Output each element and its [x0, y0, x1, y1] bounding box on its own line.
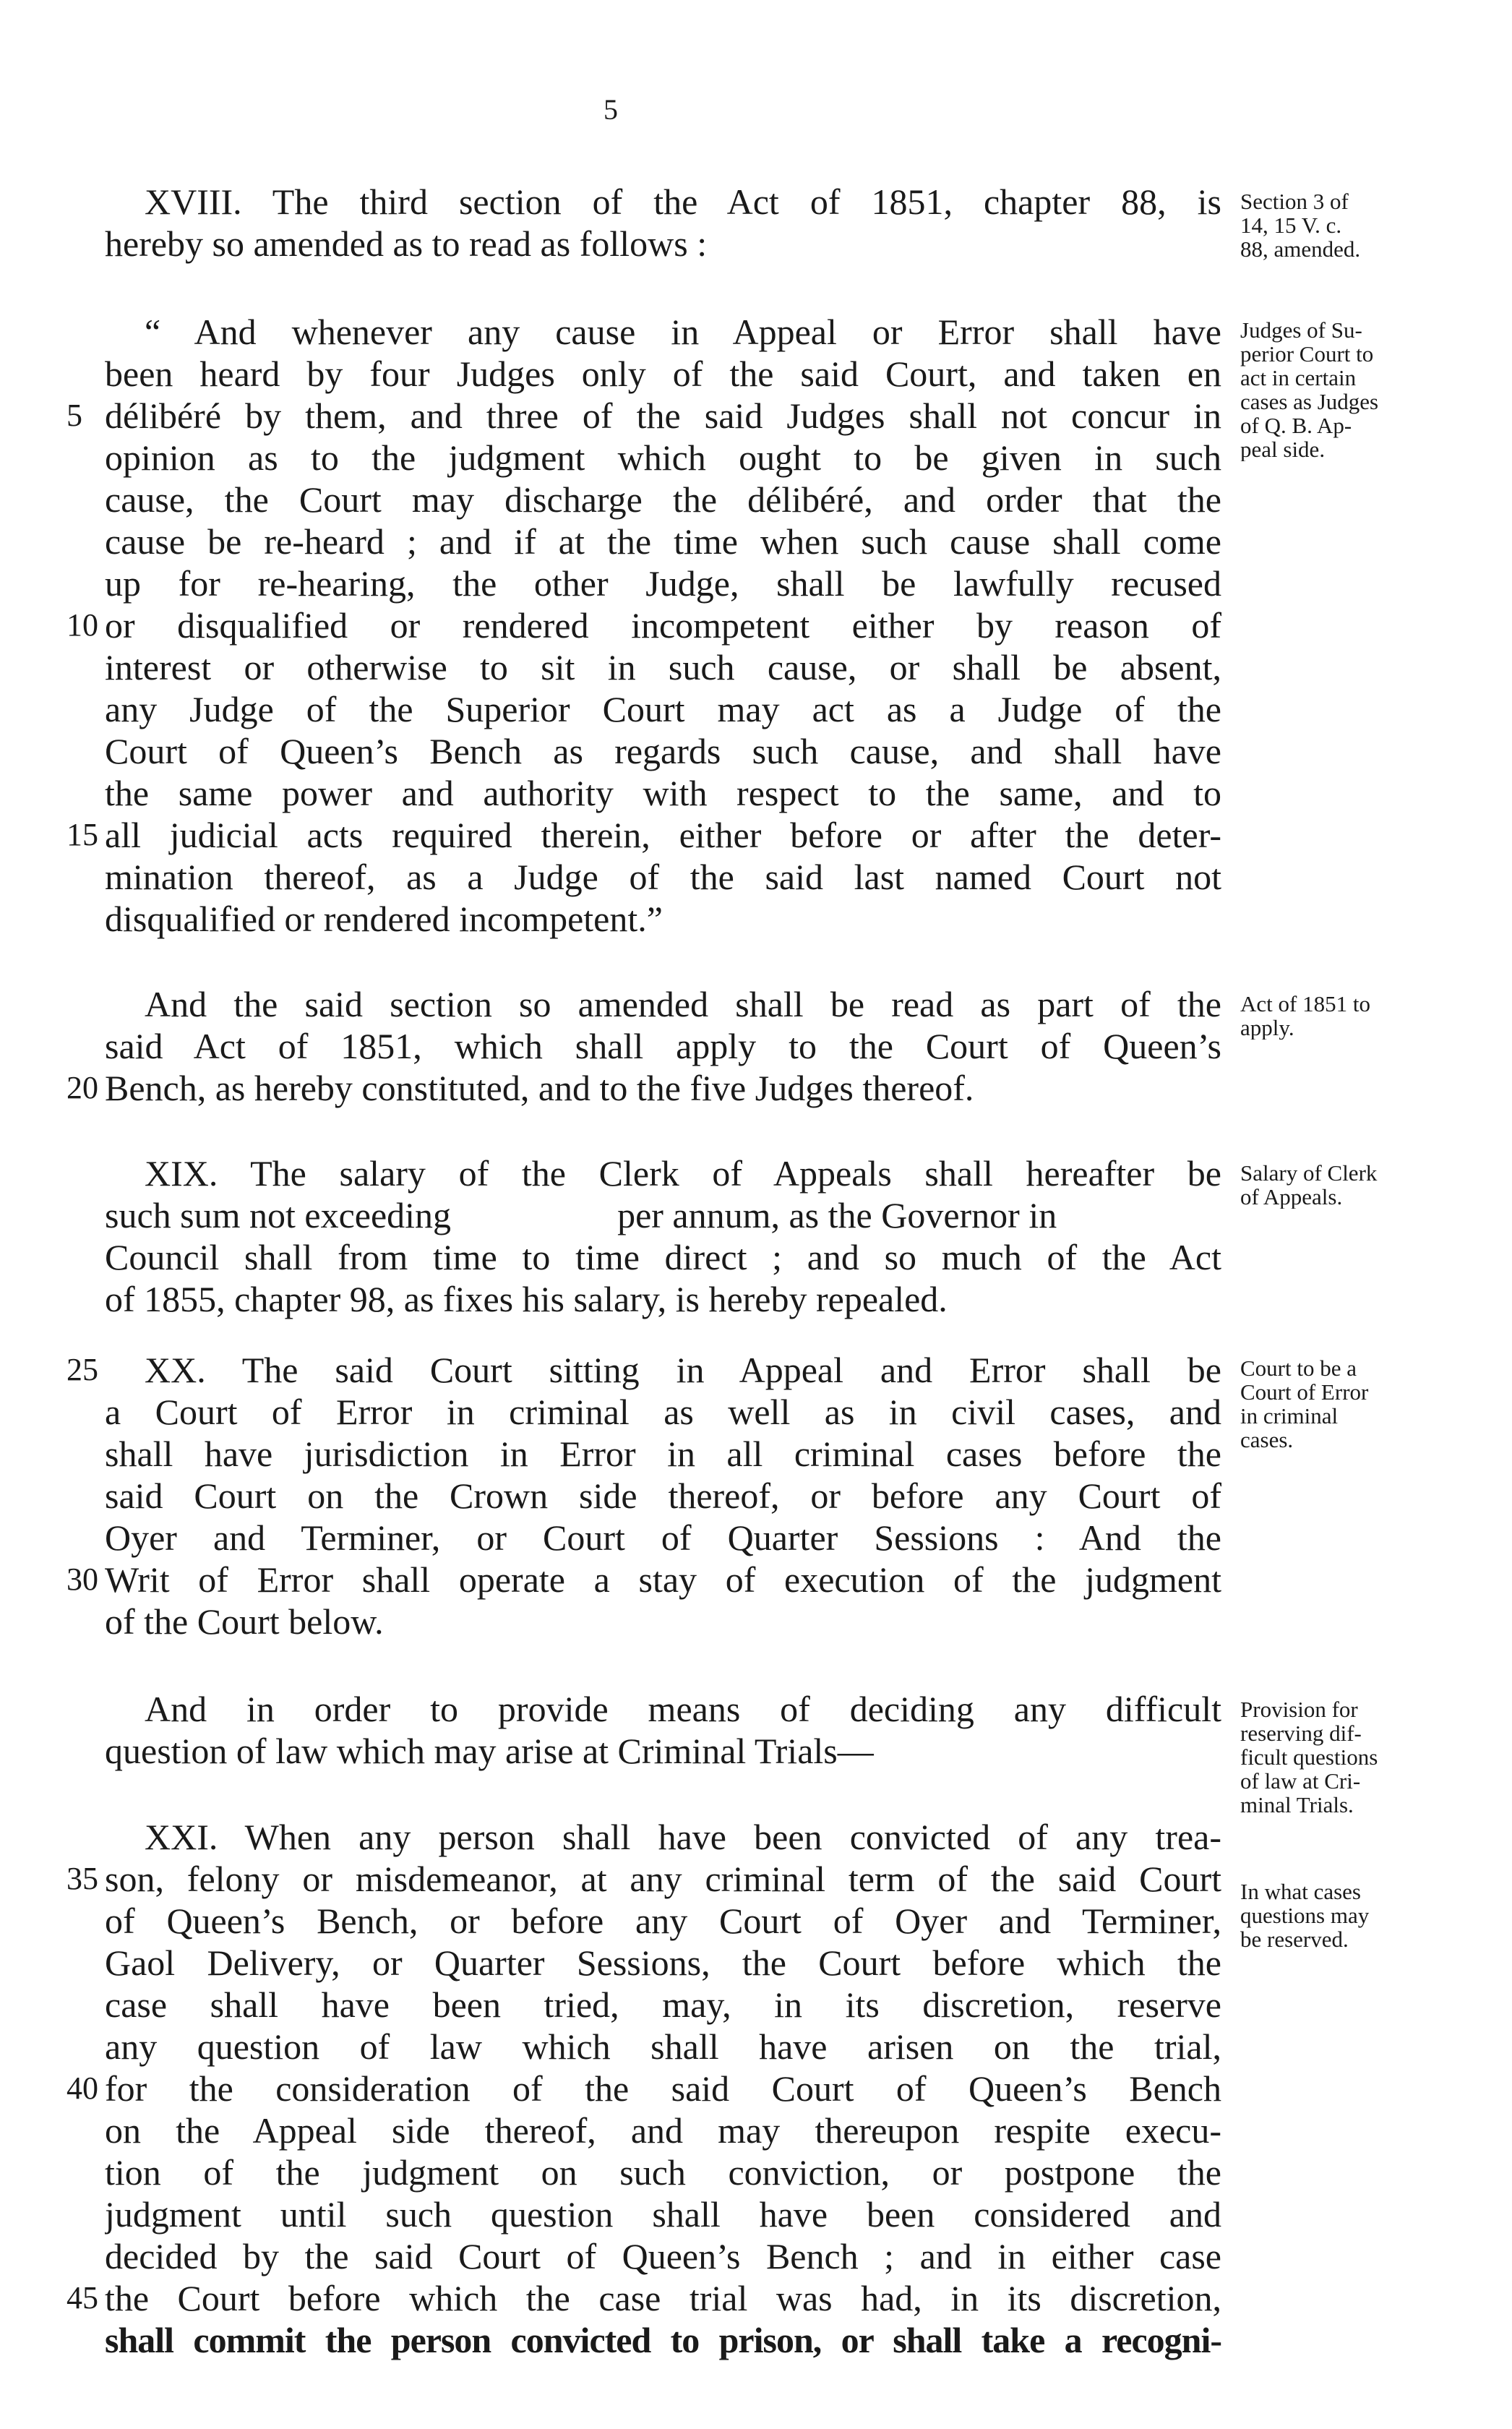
margin-note-line: In what cases — [1240, 1880, 1361, 1904]
text-line: shall have jurisdiction in Error in all criminal cases before the — [105, 1434, 1221, 1474]
text-line: disqualified or rendered incompetent.” — [105, 899, 663, 939]
text-line: decided by the said Court of Queen’s Bench ; and in either case — [105, 2236, 1221, 2276]
margin-note-line: Act of 1851 to — [1240, 992, 1370, 1016]
margin-note-line: Salary of Clerk — [1240, 1161, 1378, 1186]
margin-note-line: ficult questions — [1240, 1744, 1378, 1770]
text-line: Writ of Error shall operate a stay of execution of the judgment — [105, 1559, 1221, 1600]
margin-note-judges — [1240, 318, 1457, 461]
text-line: the same power and authority with respect to the same, and to — [105, 773, 1221, 813]
margin-note-provision — [1240, 1697, 1457, 1817]
text-line: interest or otherwise to sit in such cause, or shall be absent, — [105, 647, 1221, 687]
text-line: hereby so amended as to read as follows : — [105, 223, 708, 264]
line-number: 5 — [66, 398, 82, 433]
line-number: 15 — [66, 817, 98, 852]
text-line: or disqualified or rendered incompetent either by reason of — [105, 605, 1221, 646]
text-line: of the Court below. — [105, 1601, 384, 1642]
text-line: the Court before which the case trial was had, in its discretion, — [105, 2278, 1221, 2318]
text-line: XX. The said Court sitting in Appeal and Error shall be — [145, 1350, 1221, 1390]
text-line: said Act of 1851, which shall apply to the Court of Queen’s — [105, 1026, 1221, 1066]
text-line: cause, the Court may discharge the délibéré, and order that the — [105, 479, 1221, 520]
margin-note-line: cases. — [1240, 1427, 1294, 1452]
margin-note-line: 88, amended. — [1240, 236, 1361, 261]
text-line: for the consideration of the said Court of Queen’s Bench — [105, 2068, 1221, 2109]
text-line: And the said section so amended shall be read as part of the — [145, 984, 1221, 1024]
margin-note-line: reserving dif- — [1240, 1721, 1362, 1746]
margin-note-line: of Q. B. Ap- — [1240, 413, 1352, 438]
text-line: délibéré by them, and three of the said Judges shall not concur in — [105, 395, 1221, 436]
text-line: cause be re-heard ; and if at the time when such cause shall come — [105, 521, 1221, 562]
page-number: 5 — [603, 93, 618, 126]
text-line: XIX. The salary of the Clerk of Appeals shall hereafter be — [145, 1153, 1221, 1194]
line-number: 10 — [66, 607, 98, 643]
margin-note-line: minal Trials. — [1240, 1792, 1354, 1817]
text-line: of Queen’s Bench, or before any Court of Oyer and Terminer, — [105, 1901, 1221, 1941]
text-line: son, felony or misdemeanor, at any criminal term of the said Court — [105, 1859, 1221, 1899]
text-line: Court of Queen’s Bench as regards such cause, and shall have — [105, 731, 1221, 771]
text-line: question of law which may arise at Criminal Trials— — [105, 1731, 874, 1771]
text-line: up for re-hearing, the other Judge, shall be lawfully recused — [105, 563, 1221, 604]
text-line: And in order to provide means of deciding any difficult — [145, 1689, 1221, 1729]
margin-note-line: of Appeals. — [1240, 1184, 1343, 1209]
text-line: XVIII. The third section of the Act of 1851, chapter 88, is — [145, 181, 1221, 222]
margin-note-line: act in certain — [1240, 365, 1357, 390]
margin-note-salary — [1240, 1161, 1457, 1209]
text-line: “ And whenever any cause in Appeal or Error shall have — [145, 312, 1221, 352]
text-line: Gaol Delivery, or Quarter Sessions, the Court before which the — [105, 1942, 1221, 1983]
margin-note-line: 14, 15 V. c. — [1240, 213, 1342, 238]
margin-note-line: questions may — [1240, 1903, 1370, 1928]
text-line: a Court of Error in criminal as well as in civil cases, and — [105, 1392, 1221, 1432]
margin-note-line: cases as Judges — [1240, 389, 1379, 414]
margin-note-act-1851 — [1240, 992, 1457, 1040]
text-line: shall commit the person convicted to prison, or shall take a recogni- — [105, 2320, 1221, 2360]
text-line — [105, 1194, 1221, 1236]
text-line: XXI. When any person shall have been convicted of any trea- — [145, 1817, 1221, 1857]
margin-note-section-3 — [1240, 189, 1457, 261]
text-line: said Court on the Crown side thereof, or before any Court of — [105, 1475, 1221, 1516]
line-number: 25 — [66, 1352, 98, 1387]
text-fragment: per annum, as the Governor in — [617, 1195, 1057, 1235]
text-line: Oyer and Terminer, or Court of Quarter Sessions : And the — [105, 1517, 1221, 1558]
margin-note-line: Court to be a — [1240, 1356, 1357, 1381]
margin-note-line: be reserved. — [1240, 1927, 1349, 1951]
margin-note-line: Section 3 of — [1240, 189, 1349, 214]
text-line: tion of the judgment on such conviction, or postpone the — [105, 2152, 1221, 2193]
text-line: Bench, as hereby constituted, and to the five Judges thereof. — [105, 1068, 974, 1108]
line-number: 40 — [66, 2070, 98, 2106]
line-number: 20 — [66, 1070, 98, 1105]
text-line: judgment until such question shall have been considered and — [105, 2194, 1221, 2235]
margin-note-line: Judges of Su- — [1240, 318, 1362, 343]
text-line: on the Appeal side thereof, and may thereupon respite execu- — [105, 2110, 1221, 2151]
line-number: 35 — [66, 1861, 98, 1896]
text-line: mination thereof, as a Judge of the said last named Court not — [105, 857, 1221, 897]
text-line: of 1855, chapter 98, as fixes his salary, is hereby repealed. — [105, 1279, 948, 1319]
text-line: case shall have been tried, may, in its discretion, reserve — [105, 1984, 1221, 2025]
line-number: 30 — [66, 1562, 98, 1597]
text-line: Council shall from time to time direct ; and so much of the Act — [105, 1237, 1221, 1277]
margin-note-line: of law at Cri- — [1240, 1768, 1361, 1794]
margin-note-line: in criminal — [1240, 1403, 1339, 1428]
text-line: opinion as to the judgment which ought to be given in such — [105, 437, 1221, 478]
text-line: any question of law which shall have arisen on the trial, — [105, 2026, 1221, 2067]
text-line: any Judge of the Superior Court may act as a Judge of the — [105, 689, 1221, 729]
margin-note-line: perior Court to — [1240, 341, 1374, 367]
margin-note-line: peal side. — [1240, 437, 1326, 461]
margin-note-line: Provision for — [1240, 1697, 1358, 1722]
line-number: 45 — [66, 2280, 98, 2316]
text-line: been heard by four Judges only of the said Court, and taken en — [105, 354, 1221, 394]
text-line: all judicial acts required therein, either before or after the deter- — [105, 815, 1221, 855]
margin-note-line: Court of Error — [1240, 1379, 1369, 1405]
text-fragment: such sum not exceeding — [105, 1195, 452, 1235]
margin-note-line: apply. — [1240, 1015, 1294, 1040]
margin-note-what-cases — [1240, 1880, 1457, 1951]
margin-note-court-of-error — [1240, 1356, 1457, 1452]
